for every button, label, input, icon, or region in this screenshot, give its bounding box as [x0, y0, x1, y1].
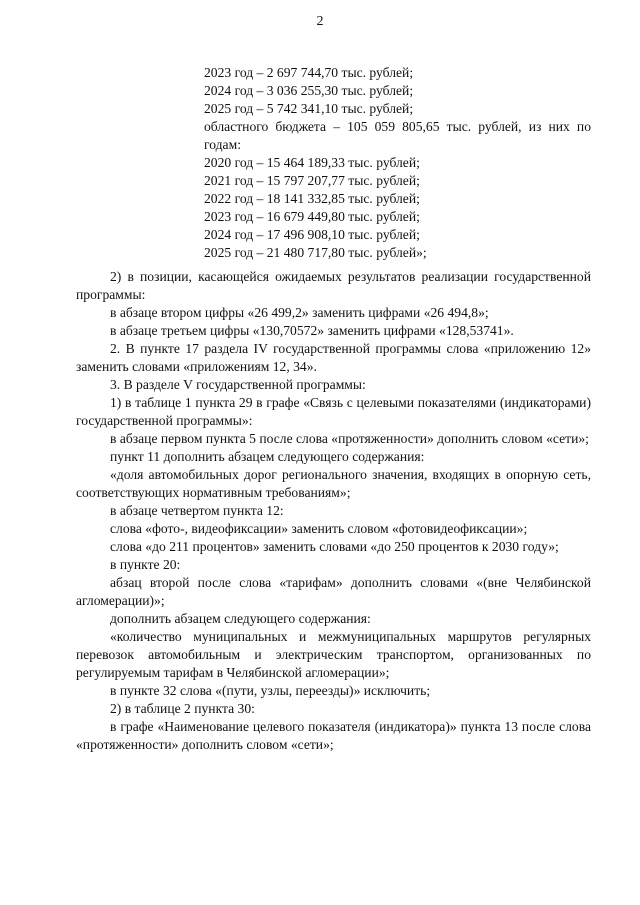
paragraph: в абзаце четвертом пункта 12:: [110, 503, 284, 518]
budget-line: 2025 год – 5 742 341,10 тыс. рублей;: [204, 101, 414, 116]
budget-line: 2022 год – 18 141 332,85 тыс. рублей;: [204, 191, 420, 206]
budget-line: 2024 год – 3 036 255,30 тыс. рублей;: [204, 83, 414, 98]
paragraph: 2) в таблице 2 пункта 30:: [110, 701, 255, 716]
budget-line: 2024 год – 17 496 908,10 тыс. рублей;: [204, 227, 420, 242]
budget-years-block: [76, 64, 591, 262]
paragraph: в пункте 20:: [110, 557, 181, 572]
paragraph: в абзаце первом пункта 5 после слова «протяженности» дополнить словом «сети»;: [110, 431, 589, 446]
regional-budget-intro: областного бюджета – 105 059 805,65 тыс. рублей, из них по годам:: [204, 119, 591, 152]
paragraph: слова «фото-, видеофиксации» заменить словом «фотовидеофиксации»;: [110, 521, 528, 536]
paragraph: пункт 11 дополнить абзацем следующего содержания:: [110, 449, 425, 464]
paragraph: 2. В пункте 17 раздела IV государственной программы слова «приложению 12» заменить словами «приложениям 12, 34».: [76, 341, 591, 374]
budget-line: 2025 год – 21 480 717,80 тыс. рублей»;: [204, 245, 427, 260]
paragraph: в абзаце третьем цифры «130,70572» заменить цифрами «128,53741».: [110, 323, 514, 338]
document-body: [76, 64, 591, 754]
budget-line: 2023 год – 2 697 744,70 тыс. рублей;: [204, 65, 414, 80]
paragraph: 3. В разделе V государственной программы:: [110, 377, 366, 392]
paragraph: дополнить абзацем следующего содержания:: [110, 611, 371, 626]
budget-line: 2020 год – 15 464 189,33 тыс. рублей;: [204, 155, 420, 170]
paragraph: в пункте 32 слова «(пути, узлы, переезды)» исключить;: [110, 683, 431, 698]
budget-line: 2023 год – 16 679 449,80 тыс. рублей;: [204, 209, 420, 224]
budget-line: 2021 год – 15 797 207,77 тыс. рублей;: [204, 173, 420, 188]
paragraph: в графе «Наименование целевого показателя (индикатора)» пункта 13 после слова «протяженности» дополнить словом «сети»;: [76, 719, 591, 752]
paragraph: «количество муниципальных и межмуниципальных маршрутов регулярных перевозок автомобильным и электрическим транспортом, организованных по регулируемым тарифам в Челябинской агломерации»;: [76, 629, 591, 680]
paragraph: 1) в таблице 1 пункта 29 в графе «Связь с целевыми показателями (индикаторами) государственной программы»:: [76, 395, 591, 428]
paragraph: 2) в позиции, касающейся ожидаемых результатов реализации государственной программы:: [76, 269, 591, 302]
page-number: 2: [316, 14, 324, 29]
paragraph: в абзаце втором цифры «26 499,2» заменить цифрами «26 494,8»;: [110, 305, 489, 320]
paragraph: слова «до 211 процентов» заменить словами «до 250 процентов к 2030 году»;: [110, 539, 559, 554]
paragraph: «доля автомобильных дорог регионального значения, входящих в опорную сеть, соответствующих нормативным требованиям»;: [76, 467, 591, 500]
paragraph: абзац второй после слова «тарифам» дополнить словами «(вне Челябинской агломерации)»;: [76, 575, 591, 608]
